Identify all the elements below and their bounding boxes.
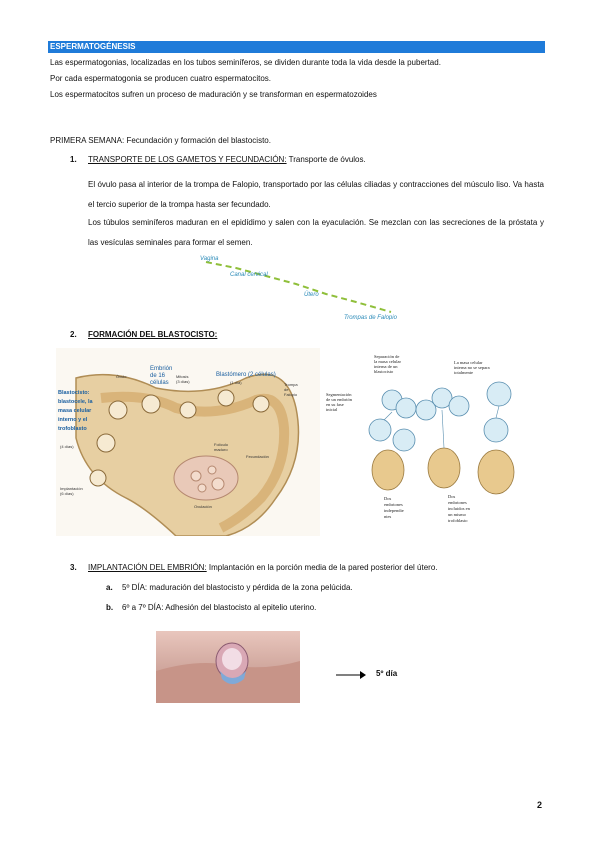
label-embrion-3: células xyxy=(150,380,169,386)
path-label-vagina: Vagina xyxy=(200,256,219,262)
item3-sub-b-text: 6º a 7º DÍA: Adhesión del blastocisto al epitelio uterino. xyxy=(122,603,317,612)
label-embrion-1: Embrión xyxy=(150,366,173,372)
right-label-sep-1: Separación de xyxy=(374,354,400,359)
right-label-sep-3: interna de un xyxy=(374,364,398,369)
implantation-image xyxy=(156,631,300,703)
section-banner-text: ESPERMATOGÉNESIS xyxy=(50,42,136,51)
label-foliculo-1: Folículo xyxy=(214,442,229,447)
arrow-label: 5º día xyxy=(376,669,398,678)
item3-heading xyxy=(88,563,438,573)
label-mitosis-1: Mitosis xyxy=(176,374,189,379)
left-side-label-3: masa celular xyxy=(58,408,92,414)
right-label-seg-3: en su fase xyxy=(326,402,344,407)
item3-sub-a-marker: a. xyxy=(106,583,113,592)
label-ovulacion: Ovulación xyxy=(194,504,212,509)
left-side-label-1: Blastocisto: xyxy=(58,390,90,396)
right-label-dos1-4: ntes xyxy=(384,514,392,519)
path-label-trompas: Trompas de Falopio xyxy=(344,315,397,320)
intro-line-1: Las espermatogonias, localizadas en los tubos seminíferos, se dividen durante toda la vida desde la pubertad. xyxy=(50,58,441,67)
reproductive-path-figure xyxy=(196,250,406,320)
label-dia1: (1 día) xyxy=(230,380,242,385)
right-label-dos2-3: incluidos en xyxy=(448,506,470,511)
right-label-dos1-3: independie xyxy=(384,508,404,513)
label-dia4: (4 días) xyxy=(60,444,74,449)
item3-text: Implantación en la porción media de la pared posterior del útero. xyxy=(206,563,438,572)
item1-heading xyxy=(88,155,366,165)
week-heading-text: : Fecundación y formación del blastocisto. xyxy=(122,136,271,145)
item1-para1: El óvulo pasa al interior de la trompa de Falopio, transportado por las células ciliadas y contracciones del músculo liso. Va hasta el tercio superior de la trompa hasta ser fecundado. xyxy=(88,180,544,209)
intro-line-3: Los espermatocitos sufren un proceso de maduración y se transforman en espermatozoides xyxy=(50,90,377,99)
label-ovulo: Óvulo xyxy=(116,374,127,379)
item3-title: IMPLANTACIÓN DEL EMBRIÓN: xyxy=(88,563,207,572)
week-heading-label: PRIMERA SEMANA xyxy=(50,136,123,145)
right-label-seg-4: inicial xyxy=(326,407,338,412)
item1-number: 1. xyxy=(70,155,77,164)
week-heading xyxy=(50,136,271,146)
item1-text: Transporte de óvulos. xyxy=(286,155,366,164)
left-side-label-5: trofoblasto xyxy=(58,426,87,432)
svg-text:Folículo maduro xyxy=(214,442,229,452)
blastocyst-formation-figure xyxy=(56,348,320,536)
label-foliculo-2: maduro xyxy=(214,447,228,452)
label-trompa-1: Trompa xyxy=(284,382,298,387)
right-label-nosep-2: interna no se separa xyxy=(454,365,490,370)
right-label-dos2-4: un mismo xyxy=(448,512,466,517)
right-label-sep-4: blastocisto xyxy=(374,369,394,374)
path-label-utero: Útero xyxy=(304,292,319,298)
right-label-seg-1: Segmentación xyxy=(326,392,352,397)
arrow-icon xyxy=(336,668,366,680)
right-label-dos2-1: Dos xyxy=(448,494,456,499)
item1-para2: Los túbulos seminíferos maduran en el epidídimo y salen con la eyaculación. Se mezclan con las secreciones de la próstata y las vesículas seminales para formar el semen. xyxy=(88,218,544,247)
twinning-figure xyxy=(324,348,538,536)
label-implantacion-1: Implantación xyxy=(60,486,83,491)
item3-number: 3. xyxy=(70,563,77,572)
item2-title: FORMACIÓN DEL BLASTOCISTO: xyxy=(88,330,218,339)
right-label-dos2-2: embriones xyxy=(448,500,467,505)
label-blastomero: Blastómero (2 células) xyxy=(216,372,276,378)
label-implantacion-2: (6 días) xyxy=(60,491,74,496)
right-label-seg-2: de un embrión xyxy=(326,397,352,402)
right-label-dos1-2: embriones xyxy=(384,502,403,507)
item1-title: TRANSPORTE DE LOS GAMETOS Y FECUNDACIÓN: xyxy=(88,155,287,164)
right-label-nosep-1: La masa celular xyxy=(454,360,483,365)
label-trompa-2: de xyxy=(284,387,289,392)
intro-line-2: Por cada espermatogonia se producen cuatro espermatocitos. xyxy=(50,74,272,83)
svg-text:Mitosis (3 días) xyxy=(176,374,190,384)
right-label-nosep-3: totalmente xyxy=(454,370,473,375)
left-side-label-2: blastocele, la xyxy=(58,399,93,405)
item2-number: 2. xyxy=(70,330,77,339)
right-label-dos1-1: Dos xyxy=(384,496,392,501)
page-number: 2 xyxy=(537,800,543,810)
label-trompa-3: Falopio xyxy=(284,392,298,397)
item3-sub-b-marker: b. xyxy=(106,603,114,612)
item3-sub-a-text: 5º DÍA: maduración del blastocisto y pérdida de la zona pelúcida. xyxy=(122,583,353,592)
label-mitosis-2: (3 días) xyxy=(176,379,190,384)
label-fecundacion: Fecundación xyxy=(246,454,269,459)
left-side-label-4: interno y el xyxy=(58,417,88,423)
path-label-cervical: Canal cervical xyxy=(230,272,268,278)
label-embrion-2: de 16 xyxy=(150,373,166,379)
right-label-dos2-5: trofoblasto xyxy=(448,518,468,523)
section-banner xyxy=(48,41,545,53)
right-label-sep-2: la masa celular xyxy=(374,359,401,364)
